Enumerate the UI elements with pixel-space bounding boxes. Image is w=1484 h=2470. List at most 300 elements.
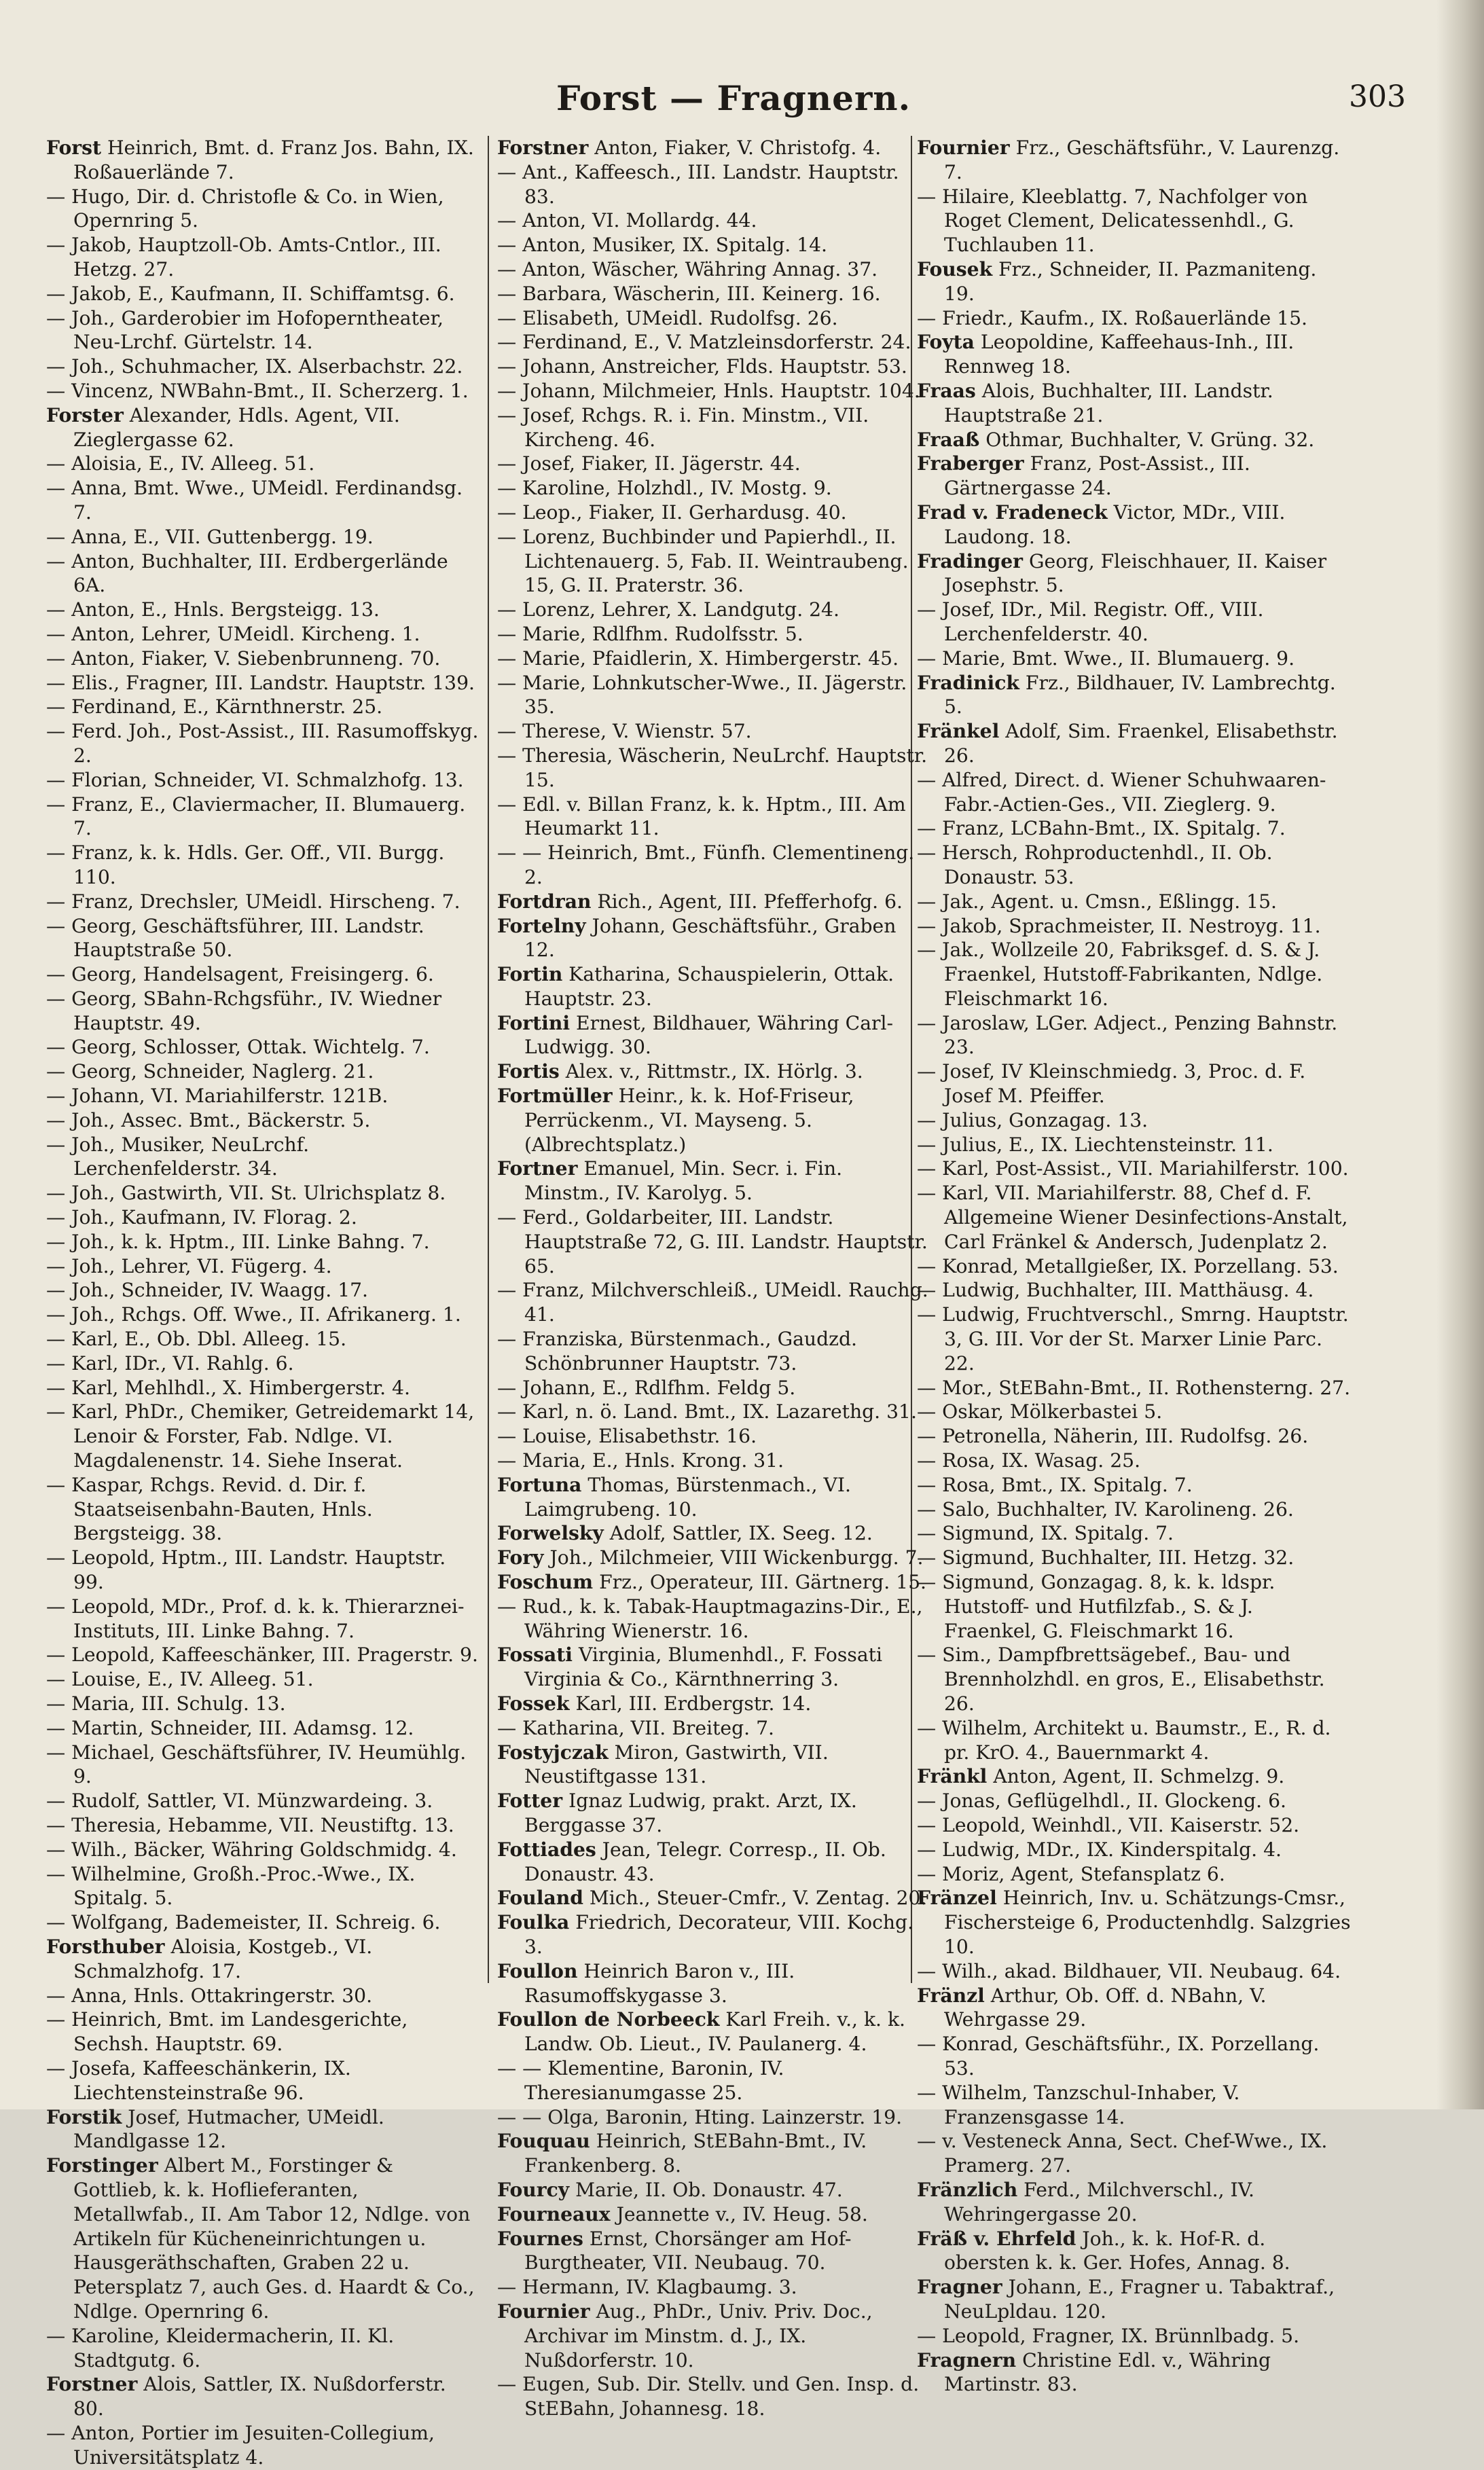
directory-entry <box>497 1376 930 1400</box>
directory-entry <box>497 208 930 233</box>
entry-text: — Franz, k. k. Hdls. Ger. Off., VII. Burgg. 110. <box>46 841 445 888</box>
directory-entry <box>497 1959 930 2008</box>
entry-text: — Georg, Schlosser, Ottak. Wichtelg. 7. <box>46 1036 430 1059</box>
entry-text: — Eugen, Sub. Dir. Stellv. und Gen. Insp. d. StEBahn, Johannesg. 18. <box>497 2373 920 2420</box>
entry-text: — Wilh., Bäcker, Währing Goldschmidg. 4. <box>46 1838 457 1861</box>
entry-surname: Fousek <box>917 257 993 280</box>
entry-text: — Moriz, Agent, Stefansplatz 6. <box>917 1862 1225 1885</box>
entry-text: — Kaspar, Rchgs. Revid. d. Dir. f. Staatseisenbahn-Bauten, Hnls. Bergsteigg. 38. <box>46 1473 373 1545</box>
entry-text: — Rosa, IX. Wasag. 25. <box>917 1449 1141 1472</box>
entry-surname: Fortelny <box>497 914 586 937</box>
column-divider-1 <box>488 136 489 1983</box>
entry-text: Alois, Sattler, IX. Nußdorferstr. 80. <box>73 2373 446 2420</box>
directory-entry <box>917 1838 1352 1862</box>
directory-entry <box>46 914 479 963</box>
entry-surname: Foullon de Norbeeck <box>497 2008 720 2031</box>
entry-surname: Foyta <box>917 331 975 354</box>
entry-text: — Ferdinand, E., Kärnthnerstr. 25. <box>46 695 383 719</box>
entry-surname: Fourneaux <box>497 2202 611 2226</box>
directory-entry <box>497 306 930 331</box>
directory-column-1 <box>46 136 479 2469</box>
entry-surname: Forstner <box>497 137 589 159</box>
directory-entry <box>917 1643 1352 1715</box>
entry-surname: Fortini <box>497 1011 571 1034</box>
directory-entry <box>917 501 1352 549</box>
directory-entry <box>917 1886 1352 1959</box>
directory-entry <box>917 598 1352 647</box>
directory-entry <box>497 2202 930 2227</box>
directory-entry <box>497 2129 930 2178</box>
directory-entry <box>917 768 1352 817</box>
directory-entry <box>917 1764 1352 1789</box>
entry-text: Virginia, Blumenhdl., F. Fossati Virginia & Co., Kärnthnerring 3. <box>524 1643 882 1691</box>
directory-entry <box>46 1813 479 1838</box>
directory-entry <box>917 719 1352 768</box>
entry-text: Heinrich, Inv. u. Schätzungs-Cmsr., Fischersteige 6, Productenhdlg. Salzgries 10. <box>944 1887 1351 1958</box>
directory-entry <box>917 890 1352 914</box>
entry-text: Joh., Milchmeier, VIII Wickenburgg. 7. <box>543 1546 924 1569</box>
entry-text: — Jakob, Hauptzoll-Ob. Amts-Cntlor., III. Hetzg. 27. <box>46 234 441 280</box>
directory-entry <box>46 1789 479 1813</box>
entry-text: — Josef, IV Kleinschmiedg. 3, Proc. d. F. Josef M. Pfeiffer. <box>917 1060 1306 1108</box>
directory-entry <box>497 452 930 476</box>
directory-entry <box>46 1205 479 1230</box>
entry-surname: Fraas <box>917 379 976 402</box>
directory-entry <box>497 1570 930 1595</box>
directory-entry <box>917 1400 1352 1424</box>
directory-entry <box>497 1400 930 1424</box>
entry-surname: Fradinger <box>917 549 1024 573</box>
entry-text: — Joh., Kaufmann, IV. Florag. 2. <box>46 1206 357 1229</box>
directory-entry <box>46 282 479 306</box>
entry-text: — Leopold, Hptm., III. Landstr. Hauptstr. 99. <box>46 1546 446 1594</box>
entry-text: Katharina, Schauspielerin, Ottak. Hauptstr. 23. <box>524 963 894 1010</box>
entry-text: — Edl. v. Billan Franz, k. k. Hptm., III. Am Heumarkt 11. <box>497 793 906 840</box>
directory-entry <box>917 841 1352 890</box>
entry-text: Ernst, Chorsänger am Hof-Burgtheater, VII. Neubaug. 70. <box>524 2227 852 2274</box>
directory-entry <box>46 233 479 282</box>
entry-text: — Joh., Schuhmacher, IX. Alserbachstr. 22. <box>46 355 463 378</box>
entry-text: Leopoldine, Kaffeehaus-Inh., III. Rennweg 18. <box>944 331 1295 378</box>
directory-entry <box>917 2275 1352 2324</box>
entry-surname: Fossati <box>497 1643 573 1667</box>
entry-text: Karl Freih. v., k. k. Landw. Ob. Lieut., IV. Paulanerg. 4. <box>524 2008 906 2056</box>
directory-entry <box>497 622 930 647</box>
directory-entry <box>497 1424 930 1449</box>
directory-entry <box>917 816 1352 841</box>
entry-text: Frz., Operateur, III. Gärtnerg. 15. <box>593 1571 926 1594</box>
entry-surname: Fradinick <box>917 671 1019 694</box>
entry-text: — Rud., k. k. Tabak-Hauptmagazins-Dir., E., Währing Wienerstr. 16. <box>497 1595 923 1642</box>
directory-entry <box>497 1084 930 1157</box>
directory-entry <box>46 2154 479 2324</box>
directory-entry <box>497 1910 930 1959</box>
entry-text: — Jak., Wollzeile 20, Fabriksgef. d. S. & J. Fraenkel, Hutstoff-Fabrikanten, Ndlge. Fleischmarkt 16. <box>917 939 1323 1010</box>
entry-text: — Karl, IDr., VI. Rahlg. 6. <box>46 1351 294 1375</box>
directory-entry <box>917 1521 1352 1546</box>
directory-entry <box>46 2105 479 2154</box>
entry-surname: Fortmüller <box>497 1085 613 1108</box>
entry-text: Othmar, Buchhalter, V. Grüng. 32. <box>979 428 1315 451</box>
directory-entry <box>46 549 479 598</box>
directory-entry <box>497 1716 930 1741</box>
directory-entry <box>46 452 479 476</box>
entry-text: Franz, Post-Assist., III. Gärtnergasse 24. <box>944 452 1250 500</box>
entry-surname: Fortdran <box>497 890 592 913</box>
directory-entry <box>46 1108 479 1133</box>
entry-surname: Foulka <box>497 1911 570 1934</box>
entry-text: — Sigmund, Gonzagag. 8, k. k. ldspr. Hutstoff- und Hutfilzfab., S. & J. Fraenkel, G. Fleischmarkt 16. <box>917 1571 1275 1642</box>
entry-text: — Anton, Wäscher, Währing Annag. 37. <box>497 257 878 280</box>
directory-entry <box>497 1595 930 1643</box>
entry-text: — Alfred, Direct. d. Wiener Schuhwaaren-Fabr.-Actien-Ges., VII. Zieglerg. 9. <box>917 768 1326 816</box>
entry-text: — Anton, Fiaker, V. Siebenbrunneng. 70. <box>46 647 441 670</box>
entry-text: Frz., Schneider, II. Pazmaniteng. 19. <box>944 257 1317 305</box>
directory-entry <box>917 1424 1352 1449</box>
directory-entry <box>497 1838 930 1887</box>
directory-entry <box>46 2008 479 2056</box>
entry-text: — Anna, Bmt. Wwe., UMeidl. Ferdinandsg. 7. <box>46 477 463 524</box>
entry-text: — Wilhelm, Architekt u. Baumstr., E., R. d. pr. KrO. 4., Bauernmarkt 4. <box>917 1716 1331 1764</box>
directory-entry <box>497 1449 930 1473</box>
directory-entry <box>46 1084 479 1108</box>
entry-text: — Franz, LCBahn-Bmt., IX. Spitalg. 7. <box>917 817 1286 840</box>
entry-text: — Ant., Kaffeesch., III. Landstr. Hauptstr. 83. <box>497 160 899 208</box>
entry-text: — Maria, III. Schulg. 13. <box>46 1692 286 1715</box>
entry-surname: Fortin <box>497 963 563 986</box>
entry-text: — Georg, SBahn-Rchgsführ., IV. Wiedner Hauptstr. 49. <box>46 987 442 1034</box>
scan-edge-shadow <box>1436 0 1484 2109</box>
directory-entry <box>46 598 479 622</box>
directory-entry <box>917 2348 1352 2397</box>
directory-entry <box>46 671 479 695</box>
directory-entry <box>497 1546 930 1570</box>
entry-text: Johann, Geschäftsführ., Graben 12. <box>524 914 897 962</box>
entry-text: — Ferdinand, E., V. Matzleinsdorferstr. 24. <box>497 331 911 354</box>
entry-text: Miron, Gastwirth, VII. Neustiftgasse 131. <box>524 1741 829 1788</box>
entry-text: Johann, E., Fragner u. Tabaktraf., NeuLpldau. 120. <box>944 2276 1335 2323</box>
entry-text: — Theresia, Wäscherin, NeuLrchf. Hauptstr. 15. <box>497 744 928 791</box>
directory-entry <box>497 719 930 744</box>
directory-entry <box>46 1595 479 1643</box>
directory-entry <box>46 306 479 355</box>
directory-entry <box>917 2081 1352 2130</box>
entry-text: Ferd., Milchverschl., IV. Wehringergasse 20. <box>944 2178 1255 2226</box>
page-header <box>41 71 1426 126</box>
directory-entry <box>46 1667 479 1692</box>
entry-surname: Foullon <box>497 1959 578 1982</box>
entry-text: Jeannette v., IV. Heug. 58. <box>610 2202 868 2226</box>
directory-entry <box>46 841 479 890</box>
entry-text: — Johann, Anstreicher, Flds. Hauptstr. 53. <box>497 355 907 378</box>
entry-text: — Karl, Mehlhdl., X. Himbergerstr. 4. <box>46 1376 410 1399</box>
entry-text: — — Heinrich, Bmt., Fünfh. Clementineng. 2. <box>497 841 915 888</box>
entry-text: — Karl, PhDr., Chemiker, Getreidemarkt 14, Lenoir & Forster, Fab. Ndlge. VI. Magdalenenstr. 14. Siehe Inserat. <box>46 1400 475 1472</box>
entry-text: — Wilhelm, Tanzschul-Inhaber, V. Franzensgasse 14. <box>917 2081 1240 2128</box>
directory-entry <box>497 1692 930 1716</box>
entry-text: — Theresia, Hebamme, VII. Neustiftg. 13. <box>46 1813 454 1836</box>
entry-text: — Karl, n. ö. Land. Bmt., IX. Lazarethg. 31. <box>497 1400 917 1423</box>
page-title: Forst — Fragnern. <box>556 78 911 118</box>
directory-entry <box>917 2129 1352 2178</box>
entry-text: Rich., Agent, III. Pfefferhofg. 6. <box>591 890 903 913</box>
directory-entry <box>497 1521 930 1546</box>
directory-entry <box>917 1108 1352 1133</box>
entry-text: — Michael, Geschäftsführer, IV. Heumühlg. 9. <box>46 1741 467 1788</box>
entry-text: — Johann, E., Rdlfhm. Feldg 5. <box>497 1376 796 1399</box>
entry-text: — Marie, Bmt. Wwe., II. Blumauerg. 9. <box>917 647 1295 670</box>
directory-entry <box>46 379 479 403</box>
entry-text: Adolf, Sim. Fraenkel, Elisabethstr. 26. <box>944 720 1338 767</box>
directory-entry <box>46 987 479 1036</box>
directory-entry <box>46 1254 479 1279</box>
entry-text: — Aloisia, E., IV. Alleeg. 51. <box>46 452 315 475</box>
entry-text: — Josef, IDr., Mil. Registr. Off., VIII. Lerchenfelderstr. 40. <box>917 598 1264 645</box>
directory-column-2 <box>497 136 930 2420</box>
entry-text: — Anton, E., Hnls. Bergsteigg. 13. <box>46 598 380 621</box>
directory-entry <box>46 695 479 719</box>
directory-entry <box>917 1959 1352 1984</box>
entry-text: — v. Vesteneck Anna, Sect. Chef-Wwe., IX. Pramerg. 27. <box>917 2130 1328 2177</box>
directory-entry <box>917 428 1352 452</box>
directory-entry <box>917 1789 1352 1813</box>
directory-entry <box>46 1910 479 1935</box>
entry-surname: Fortner <box>497 1157 578 1180</box>
entry-text: — Anton, VI. Mollardg. 44. <box>497 209 757 232</box>
entry-text: Heinrich, StEBahn-Bmt., IV. Frankenberg. 8. <box>524 2130 867 2177</box>
directory-entry <box>497 1886 930 1910</box>
directory-entry <box>497 2105 930 2130</box>
directory-entry <box>497 257 930 282</box>
entry-text: — Sim., Dampfbrettsägebef., Bau- und Brennholzhdl. en gros, E., Elisabethstr. 26. <box>917 1643 1325 1715</box>
entry-text: — Wilh., akad. Bildhauer, VII. Neubaug. 64. <box>917 1959 1341 1982</box>
entry-text: — Josef, Rchgs. R. i. Fin. Minstm., VII. Kircheng. 46. <box>497 403 869 451</box>
directory-entry <box>497 1205 930 1278</box>
directory-entry <box>46 1278 479 1303</box>
entry-text: — Rudolf, Sattler, VI. Münzwardeing. 3. <box>46 1790 433 1813</box>
directory-column-3 <box>917 136 1352 2396</box>
entry-text: — Therese, V. Wienstr. 57. <box>497 720 752 743</box>
directory-entry <box>497 744 930 793</box>
entry-text: — Konrad, Metallgießer, IX. Porzellang. 53. <box>917 1254 1339 1277</box>
entry-text: — Karl, VII. Mariahilferstr. 88, Chef d. F. Allgemeine Wiener Desinfections-Anstalt, Carl Fränkel & Andersch, Judenplatz 2. <box>917 1182 1348 1253</box>
entry-text: — Josefa, Kaffeeschänkerin, IX. Liechtensteinstraße 96. <box>46 2056 351 2104</box>
directory-entry <box>46 1716 479 1741</box>
entry-surname: Fortis <box>497 1060 560 1083</box>
entry-text: — Karl, E., Ob. Dbl. Alleeg. 15. <box>46 1328 347 1351</box>
directory-entry <box>917 330 1352 379</box>
directory-entry <box>46 1935 479 1984</box>
entry-text: — Hermann, IV. Klagbaumg. 3. <box>497 2276 797 2299</box>
directory-entry <box>46 768 479 793</box>
entry-text: Jean, Telegr. Corresp., II. Ob. Donaustr. 43. <box>524 1838 886 1885</box>
entry-surname: Fouland <box>497 1887 583 1910</box>
directory-entry <box>497 160 930 209</box>
entry-text: — Anton, Buchhalter, III. Erdbergerlände 6A. <box>46 549 448 597</box>
entry-text: Ignaz Ludwig, prakt. Arzt, IX. Berggasse 37. <box>524 1790 857 1836</box>
directory-entry <box>46 1838 479 1862</box>
directory-entry <box>917 2178 1352 2227</box>
entry-text: — Vincenz, NWBahn-Bmt., II. Scherzerg. 1. <box>46 379 469 402</box>
entry-text: — Franz, Milchverschleiß., UMeidl. Rauchg. 41. <box>497 1279 928 1326</box>
directory-entry <box>497 1741 930 1790</box>
entry-text: — Ferd. Joh., Post-Assist., III. Rasumoffskyg. 2. <box>46 720 479 767</box>
directory-entry <box>497 1789 930 1838</box>
directory-entry <box>497 2227 930 2276</box>
directory-entry <box>497 501 930 525</box>
directory-entry <box>46 2421 479 2470</box>
entry-text: Frz., Geschäftsführ., V. Laurenzg. 7. <box>944 137 1340 183</box>
directory-entry <box>46 525 479 549</box>
entry-text: Arthur, Ob. Off. d. NBahn, V. Wehrgasse 29. <box>944 1984 1267 2031</box>
entry-text: Aug., PhDr., Univ. Priv. Doc., Archivar im Minstm. d. J., IX. Nußdorferstr. 10. <box>524 2300 873 2372</box>
entry-text: — Elisabeth, UMeidl. Rudolfsg. 26. <box>497 306 838 329</box>
entry-text: — Sigmund, IX. Spitalg. 7. <box>917 1522 1174 1545</box>
directory-entry <box>917 136 1352 185</box>
entry-text: — Joh., Assec. Bmt., Bäckerstr. 5. <box>46 1108 371 1131</box>
entry-text: — Hugo, Dir. d. Christofle & Co. in Wien, Opernring 5. <box>46 185 444 232</box>
entry-text: — Anton, Lehrer, UMeidl. Kircheng. 1. <box>46 622 420 645</box>
entry-text: Heinrich, Bmt. d. Franz Jos. Bahn, IX. Roßauerlände 7. <box>73 137 474 183</box>
entry-surname: Fränkl <box>917 1765 988 1788</box>
entry-text: Alois, Buchhalter, III. Landstr. Hauptstraße 21. <box>944 379 1273 426</box>
entry-surname: Forstinger <box>46 2154 158 2177</box>
entry-text: — Lorenz, Lehrer, X. Landgutg. 24. <box>497 598 839 621</box>
directory-entry <box>46 2324 479 2373</box>
directory-entry <box>917 2032 1352 2081</box>
directory-entry <box>46 2056 479 2105</box>
entry-text: — Joh., Rchgs. Off. Wwe., II. Afrikanerg. 1. <box>46 1303 461 1326</box>
entry-text: — Ferd., Goldarbeiter, III. Landstr. Hauptstraße 72, G. III. Landstr. Hauptstr. 65. <box>497 1206 928 1277</box>
entry-surname: Fräß v. Ehrfeld <box>917 2227 1076 2250</box>
entry-text: — — Klementine, Baronin, IV. Theresianumgasse 25. <box>497 2056 784 2104</box>
entry-text: — Joh., Schneider, IV. Waagg. 17. <box>46 1279 369 1302</box>
page-number: 303 <box>1349 79 1406 114</box>
entry-surname: Foschum <box>497 1571 594 1594</box>
entry-text: — Mor., StEBahn-Bmt., II. Rothensterng. 27. <box>917 1376 1351 1399</box>
directory-entry <box>917 1254 1352 1279</box>
entry-text: — Joh., Lehrer, VI. Fügerg. 4. <box>46 1254 332 1277</box>
directory-entry <box>46 1059 479 1084</box>
entry-text: — Franz, Drechsler, UMeidl. Hirscheng. 7. <box>46 890 460 913</box>
directory-entry <box>46 1327 479 1351</box>
entry-text: — Julius, E., IX. Liechtensteinstr. 11. <box>917 1133 1273 1156</box>
entry-text: Christine Edl. v., Währing Martinstr. 83. <box>944 2348 1271 2396</box>
entry-surname: Fragner <box>917 2276 1002 2299</box>
entry-text: Josef, Hutmacher, UMeidl. Mandlgasse 12. <box>73 2105 384 2153</box>
entry-text: — Marie, Lohnkutscher-Wwe., II. Jägerstr. 35. <box>497 671 907 719</box>
entry-text: Alexander, Hdls. Agent, VII. Zieglergasse 62. <box>73 403 400 451</box>
entry-text: — Louise, Elisabethstr. 16. <box>497 1425 757 1448</box>
directory-entry <box>917 938 1352 1011</box>
entry-text: — Johann, VI. Mariahilferstr. 121B. <box>46 1085 388 1108</box>
entry-text: — Franziska, Bürstenmach., Gaudzd. Schönbrunner Hauptstr. 73. <box>497 1328 857 1375</box>
directory-entry <box>46 136 479 185</box>
entry-text: — Ludwig, MDr., IX. Kinderspitalg. 4. <box>917 1838 1282 1861</box>
entry-text: — Wilhelmine, Großh.-Proc.-Wwe., IX. Spitalg. 5. <box>46 1862 416 1910</box>
directory-entry <box>497 1473 930 1522</box>
entry-text: — Jakob, E., Kaufmann, II. Schiffamtsg. 6. <box>46 282 455 305</box>
directory-entry <box>46 1473 479 1546</box>
directory-entry <box>497 2300 930 2372</box>
directory-entry <box>917 379 1352 428</box>
entry-text: — Joh., Gastwirth, VII. St. Ulrichsplatz 8. <box>46 1182 446 1205</box>
entry-surname: Fraberger <box>917 452 1024 475</box>
directory-entry <box>917 1984 1352 2033</box>
entry-surname: Fostyjczak <box>497 1741 609 1764</box>
entry-text: — Maria, E., Hnls. Krong. 31. <box>497 1449 784 1472</box>
directory-entry <box>46 1303 479 1327</box>
directory-entry <box>497 476 930 501</box>
directory-entry <box>497 962 930 1011</box>
directory-entry <box>917 914 1352 939</box>
entry-text: — Jonas, Geflügelhdl., II. Glockeng. 6. <box>917 1790 1286 1813</box>
entry-text: — Jakob, Sprachmeister, II. Nestroyg. 11. <box>917 914 1321 937</box>
directory-entry <box>497 355 930 379</box>
entry-text: — Petronella, Näherin, III. Rudolfsg. 26. <box>917 1425 1309 1448</box>
entry-text: — Marie, Pfaidlerin, X. Himbergerstr. 45. <box>497 647 899 670</box>
directory-entry <box>917 671 1352 720</box>
directory-entry <box>917 1278 1352 1303</box>
entry-text: Heinr., k. k. Hof-Friseur, Perrückenm., VI. Mayseng. 5. (Albrechtsplatz.) <box>524 1085 854 1156</box>
directory-entry <box>46 1862 479 1911</box>
directory-entry <box>917 1303 1352 1375</box>
directory-entry <box>46 1400 479 1472</box>
directory-entry <box>497 2275 930 2300</box>
entry-text: — Jak., Agent. u. Cmsn., Eßlingg. 15. <box>917 890 1277 913</box>
directory-entry <box>917 1497 1352 1522</box>
directory-entry <box>497 2056 930 2105</box>
entry-text: — Wolfgang, Bademeister, II. Schreig. 6. <box>46 1911 441 1934</box>
entry-text: — Marie, Rdlfhm. Rudolfsstr. 5. <box>497 622 803 645</box>
directory-entry <box>46 1741 479 1790</box>
directory-entry <box>46 1546 479 1595</box>
entry-text: — Josef, Fiaker, II. Jägerstr. 44. <box>497 452 801 475</box>
directory-entry <box>917 1011 1352 1060</box>
entry-text: — Florian, Schneider, VI. Schmalzhofg. 13. <box>46 768 464 791</box>
entry-surname: Fournes <box>497 2227 583 2250</box>
directory-entry <box>497 1157 930 1205</box>
entry-text: — Karoline, Kleidermacherin, II. Kl. Stadtgutg. 6. <box>46 2324 395 2372</box>
directory-entry <box>917 1157 1352 1181</box>
directory-entry <box>497 1011 930 1060</box>
directory-entry <box>917 1449 1352 1473</box>
entry-text: — Louise, E., IV. Alleeg. 51. <box>46 1668 314 1691</box>
directory-entry <box>46 890 479 914</box>
entry-text: — Oskar, Mölkerbastei 5. <box>917 1400 1163 1423</box>
entry-text: — Franz, E., Claviermacher, II. Blumauerg. 7. <box>46 793 466 840</box>
entry-text: — Anton, Portier im Jesuiten-Collegium, Universitätsplatz 4. <box>46 2421 435 2469</box>
directory-entry <box>497 1059 930 1084</box>
directory-entry <box>46 476 479 525</box>
directory-entry <box>46 1351 479 1376</box>
entry-text: — Friedr., Kaufm., IX. Roßauerlände 15. <box>917 306 1307 329</box>
directory-entry <box>497 647 930 671</box>
directory-entry <box>497 2372 930 2421</box>
directory-entry <box>917 185 1352 257</box>
directory-entry <box>497 282 930 306</box>
directory-entry <box>46 403 479 452</box>
entry-text: — Jaroslaw, LGer. Adject., Penzing Bahnstr. 23. <box>917 1011 1338 1059</box>
entry-text: Friedrich, Decorateur, VIII. Kochg. 3. <box>524 1911 914 1958</box>
directory-entry <box>497 841 930 890</box>
entry-text: Heinrich Baron v., III. Rasumoffskygasse 3. <box>524 1959 795 2007</box>
entry-text: — Konrad, Geschäftsführ., IX. Porzellang. 53. <box>917 2033 1320 2079</box>
entry-surname: Forstner <box>46 2373 138 2396</box>
entry-surname: Fränkel <box>917 720 1000 743</box>
directory-entry <box>497 914 930 963</box>
entry-surname: Fournier <box>497 2300 590 2323</box>
